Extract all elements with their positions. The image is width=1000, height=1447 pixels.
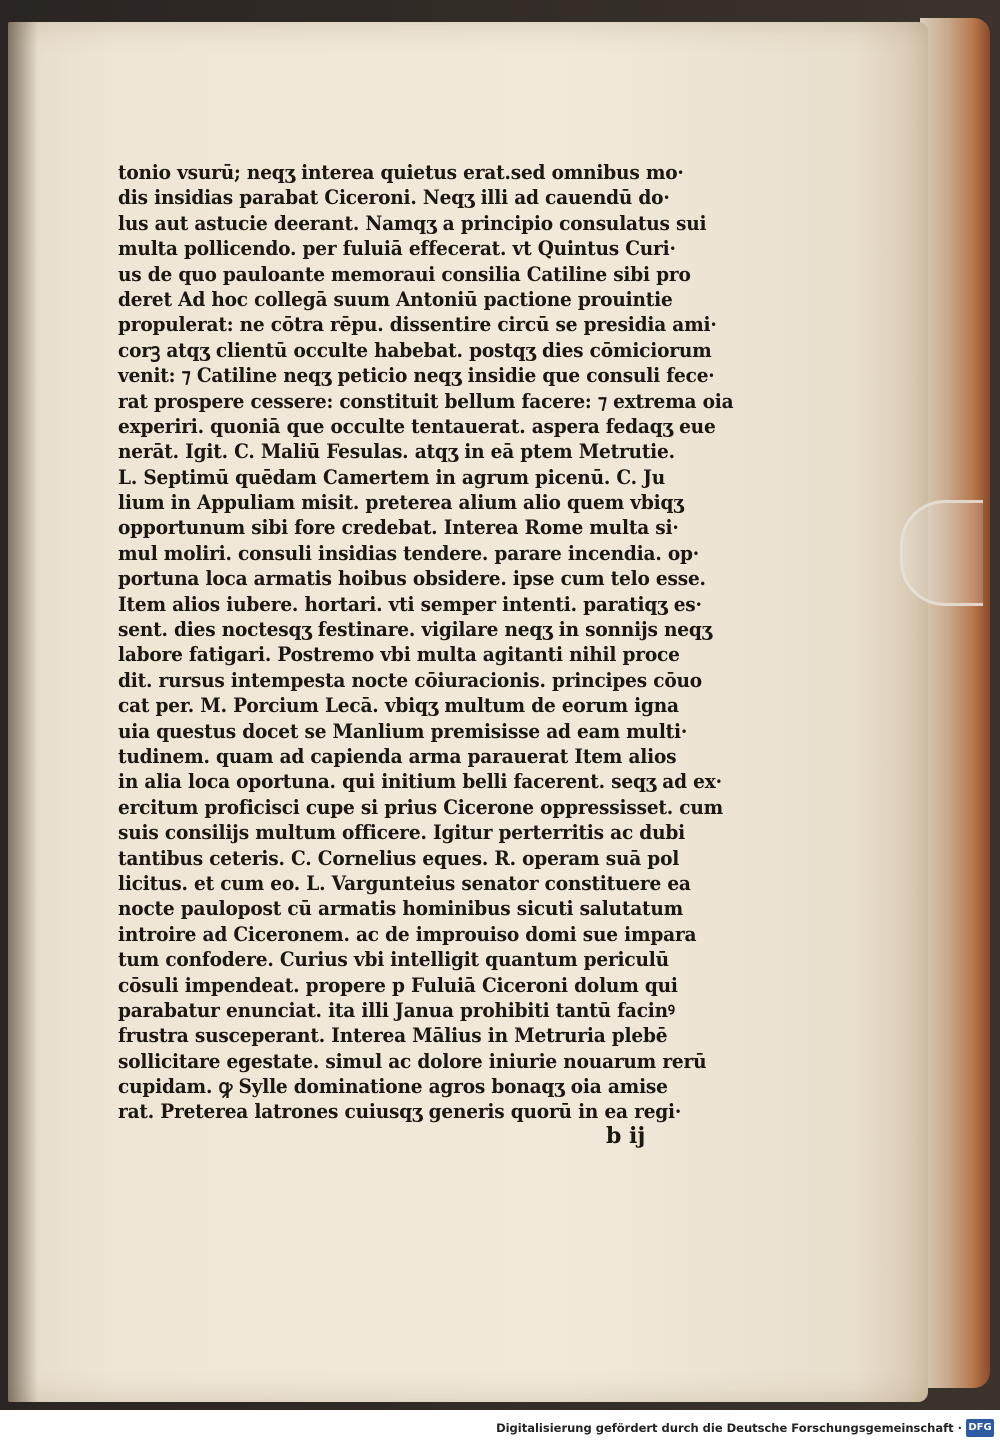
text-line: tantibus ceteris. C. Cornelius eques. R. operam suā pol xyxy=(118,846,680,870)
text-line: tum confodere. Curius vbi intelligit quantum periculū xyxy=(118,948,669,972)
text-line: tonio vsurū; neqʒ interea quietus erat.sed omnibus mo· xyxy=(118,161,684,184)
footer-bar xyxy=(0,1410,1000,1447)
dfg-logo: DFG xyxy=(966,1419,994,1437)
text-line: propulerat: ne cōtra rēpu. dissentire circū se presidia ami· xyxy=(118,313,717,337)
text-line: sollicitare egestate. simul ac dolore iniurie nouarum rerū xyxy=(118,1049,707,1073)
text-line: corꝫ atqʒ clientū occulte habebat. postqʒ dies cōmiciorum xyxy=(118,338,712,362)
text-line: lus aut astucie deerant. Namqʒ a principio consulatus sui xyxy=(118,211,707,235)
text-line: dis insidias parabat Ciceroni. Neqʒ illi ad cauendū do· xyxy=(118,186,670,210)
signature-mark: b ij xyxy=(606,1123,646,1149)
text-line: lium in Appuliam misit. preterea alium alio quem vbiqʒ xyxy=(118,491,684,515)
text-line: tudinem. quam ad capienda arma parauerat Item alios xyxy=(118,744,677,768)
text-line: us de quo pauloante memoraui consilia Catiline sibi pro xyxy=(118,262,691,286)
text-line: deret Ad hoc collegā suum Antoniū pactione prouintie xyxy=(118,287,673,311)
text-line: ercitum proficisci cupe si prius Cicerone oppressisset. cum xyxy=(118,795,724,819)
book-fore-edge xyxy=(920,18,990,1388)
digitization-credit: Digitalisierung gefördert durch die Deutsche Forschungsgemeinschaft · xyxy=(496,1421,962,1435)
text-line: rat. Preterea latrones cuiusqʒ generis quorū in ea regi· xyxy=(118,1100,682,1124)
text-line: introire ad Ciceronem. ac de improuiso domi sue impara xyxy=(118,922,697,946)
text-line: rat prospere cessere: constituit bellum facere: ⁊ extrema oia xyxy=(118,389,734,413)
text-line: Item alios iubere. hortari. vti semper intenti. paratiqʒ es· xyxy=(118,592,702,616)
spine-shadow xyxy=(8,22,38,1402)
text-line: mul moliri. consuli insidias tendere. parare incendia. op· xyxy=(118,541,700,565)
text-line: portuna loca armatis hoibus obsidere. ipse cum telo esse. xyxy=(118,567,706,591)
text-line: uia questus docet se Manlium premisisse ad eam multi· xyxy=(118,719,688,743)
text-line: cat per. M. Porcium Lecā. vbiqʒ multum de eorum igna xyxy=(118,694,679,718)
text-line: licitus. et cum eo. L. Vargunteius senator constituere ea xyxy=(118,871,691,895)
page-text xyxy=(118,160,734,1125)
text-line: experiri. quoniā que occulte tentauerat. aspera fedaqʒ eue xyxy=(118,414,716,438)
text-line: suis consilijs multum officere. Igitur perterritis ac dubi xyxy=(118,821,685,845)
text-line: venit: ⁊ Catiline neqʒ peticio neqʒ insidie que consuli fece· xyxy=(118,364,715,388)
text-line: labore fatigari. Postremo vbi multa agitanti nihil proce xyxy=(118,643,680,667)
text-line: in alia loca oportuna. qui initium belli facerent. seqʒ ad ex· xyxy=(118,770,722,794)
text-line: nocte paulopost cū armatis hominibus sicuti salutatum xyxy=(118,897,684,921)
text-line: sent. dies noctesqʒ festinare. vigilare neqʒ in sonnijs neqʒ xyxy=(118,618,712,642)
text-line: cōsuli impendeat. propere p Fuluiā Ciceroni dolum qui xyxy=(118,973,678,997)
text-line: L. Septimū quēdam Camertem in agrum picenū. C. Ju xyxy=(118,465,665,489)
text-line: nerāt. Igit. C. Maliū Fesulas. atqʒ in eā ptem Metrutie. xyxy=(118,440,675,464)
text-line: opportunum sibi fore credebat. Interea Rome multa si· xyxy=(118,516,679,540)
text-line: cupidam. ꝙ Sylle dominatione agros bonaqʒ oia amise xyxy=(118,1075,668,1099)
text-line: frustra susceperant. Interea Mālius in Metruria plebē xyxy=(118,1024,668,1048)
page-clip xyxy=(900,500,983,606)
text-line: parabatur enunciat. ita illi Janua prohibiti tantū facinꝰ xyxy=(118,998,675,1022)
text-line: multa pollicendo. per fuluiā effecerat. vt Quintus Curi· xyxy=(118,237,676,261)
text-line: dit. rursus intempesta nocte cōiuracionis. principes cōuo xyxy=(118,668,702,692)
